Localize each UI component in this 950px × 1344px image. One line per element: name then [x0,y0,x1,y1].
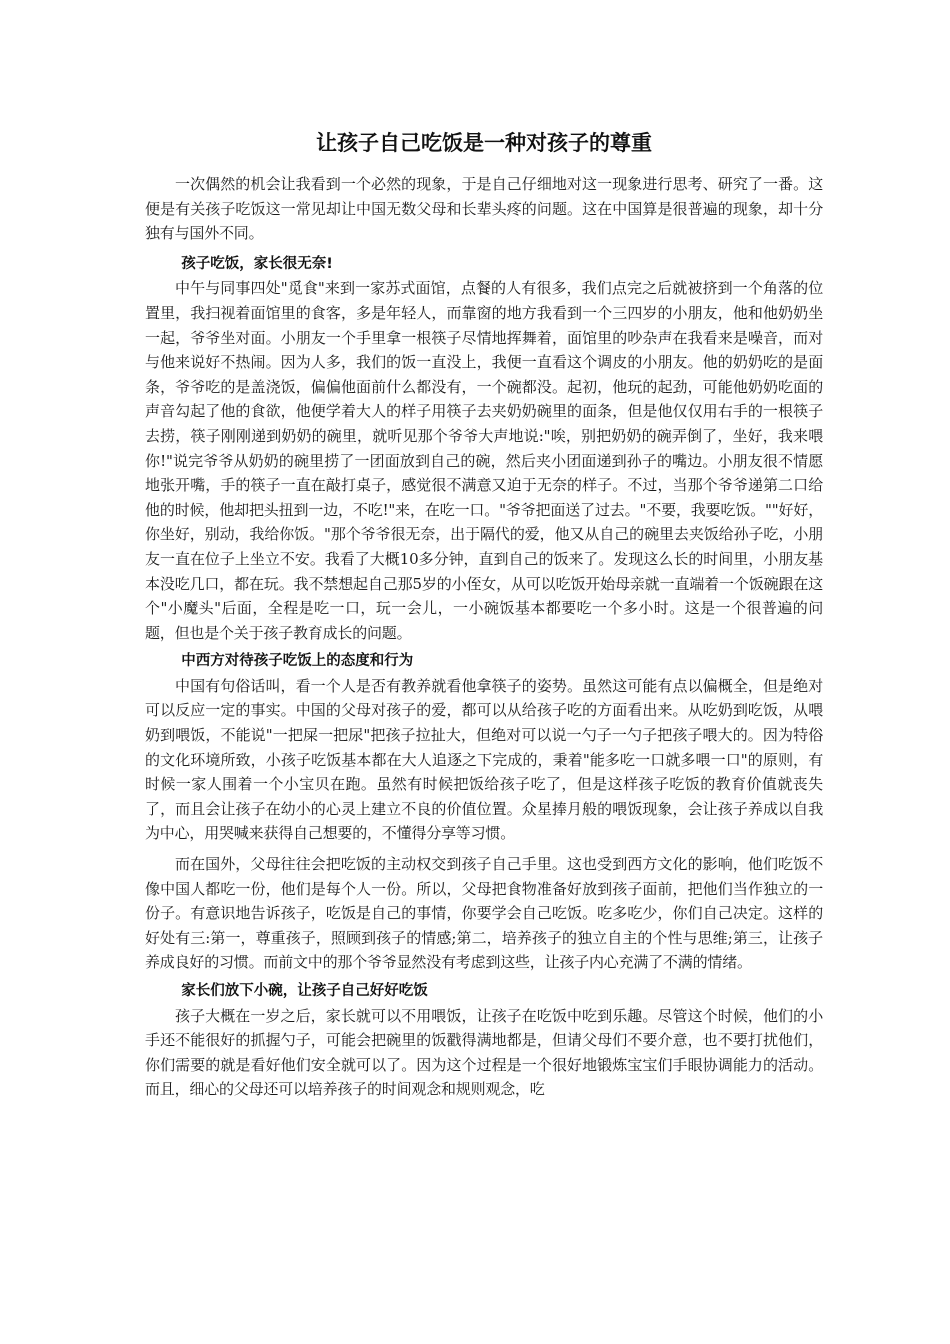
section-1-paragraph-1: 中午与同事四处"觅食"来到一家苏式面馆，点餐的人有很多，我们点完之后就被挤到一个角落的位置里，我扫视着面馆里的食客，多是年轻人，而靠窗的地方我看到一个三四岁的小朋友，他和他奶奶坐一起，爷爷坐对面。小朋友一个手里拿一根筷子尽情地挥舞着，面馆里的吵杂声在我看来是噪音，而对与他来说好不热闹。因为人多，我们的饭一直没上，我便一直看这个调皮的小朋友。他的奶奶吃的是面条，爷爷吃的是盖浇饭，偏偏他面前什么都没有，一个碗都没。起初，他玩的起劲，可能他奶奶吃面的声音勾起了他的食欲，他便学着大人的样子用筷子去夹奶奶碗里的面条，但是他仅仅用右手的一根筷子去捞，筷子刚刚递到奶奶的碗里，就听见那个爷爷大声地说:"唉，别把奶奶的碗弄倒了，坐好，我来喂你!"说完爷爷从奶奶的碗里捞了一团面放到自己的碗，然后夹小团面递到孙子的嘴边。小朋友很不情愿地张开嘴，手的筷子一直在敲打桌子，感觉很不满意又迫于无奈的样子。不过，当那个爷爷递第二口给他的时候，他却把头扭到一边，不吃!"来，在吃一口。"爷爷把面送了过去。"不要，我要吃饭。""好好，你坐好，别动，我给你饭。"那个爷爷很无奈，出于隔代的爱，他又从自己的碗里去夹饭给孙子吃，小朋友一直在位子上坐立不安。我看了大概10多分钟，直到自己的饭来了。发现这么长的时间里，小朋友基本没吃几口，都在玩。我不禁想起自己那5岁的小侄女，从可以吃饭开始母亲就一直端着一个饭碗跟在这个"小魔头"后面，全程是吃一口，玩一会儿，一小碗饭基本都要吃一个多小时。这是一个很普遍的问题，但也是个关于孩子教育成长的问题。 [145,279,823,642]
section-heading-2: 中西方对待孩子吃饭上的态度和行为 [181,653,414,670]
section-2-paragraph-2: 而在国外，父母往往会把吃饭的主动权交到孩子自己手里。这也受到西方文化的影响，他们吃饭不像中国人都吃一份，他们是每个人一份。所以，父母把食物准备好放到孩子面前，把他们当作独立的一份子。有意识地告诉孩子，吃饭是自己的事情，你要学会自己吃饭。吃多吃少，你们自己决定。这样的好处有三:第一，尊重孩子，照顾到孩子的情感;第二，培养孩子的独立自主的个性与思维;第三，让孩子养成良好的习惯。而前文中的那个爷爷显然没有考虑到这些，让孩子内心充满了不满的情绪。 [145,855,823,972]
intro-paragraph: 一次偶然的机会让我看到一个必然的现象，于是自己仔细地对这一现象进行思考、研究了一番。这便是有关孩子吃饭这一常见却让中国无数父母和长辈头疼的问题。这在中国算是很普遍的现象，却十分独有与国外不同。 [145,175,823,243]
section-heading-3: 家长们放下小碗，让孩子自己好好吃饭 [181,983,428,999]
document-page [145,128,823,1108]
section-heading-1: 孩子吃饭，家长很无奈! [181,255,333,272]
section-2-paragraph-1: 中国有句俗话叫，看一个人是否有教养就看他拿筷子的姿势。虽然这可能有点以偏概全，但是绝对可以反应一定的事实。中国的父母对孩子的爱，都可以从给孩子吃的方面看出来。从吃奶到吃饭，从喂奶到喂饭，不能说"一把屎一把尿"把孩子拉扯大，但绝对可以说一勺子一勺子把孩子喂大的。因为特俗的文化环境所致，小孩子吃饭基本都在大人追逐之下完成的，秉着"能多吃一口就多喂一口"的原则，有时候一家人围着一个小宝贝在跑。虽然有时候把饭给孩子吃了，但是这样孩子吃饭的教育价值就丧失了，而且会让孩子在幼小的心灵上建立不良的价值位置。众星捧月般的喂饭现象，会让孩子养成以自我为中心，用哭喊来获得自己想要的，不懂得分享等习惯。 [145,676,823,843]
section-3-paragraph-1: 孩子大概在一岁之后，家长就可以不用喂饭，让孩子在吃饭中吃到乐趣。尽管这个时候，他们的小手还不能很好的抓握勺子，可能会把碗里的饭戳得满地都是，但请父母们不要介意，也不要打扰他们，你们需要的就是看好他们安全就可以了。因为这个过程是一个很好地锻炼宝宝们手眼协调能力的活动。而且，细心的父母还可以培养孩子的时间观念和规则观念，吃 [145,1006,823,1099]
document-title: 让孩子自己吃饭是一种对孩子的尊重 [316,131,652,155]
